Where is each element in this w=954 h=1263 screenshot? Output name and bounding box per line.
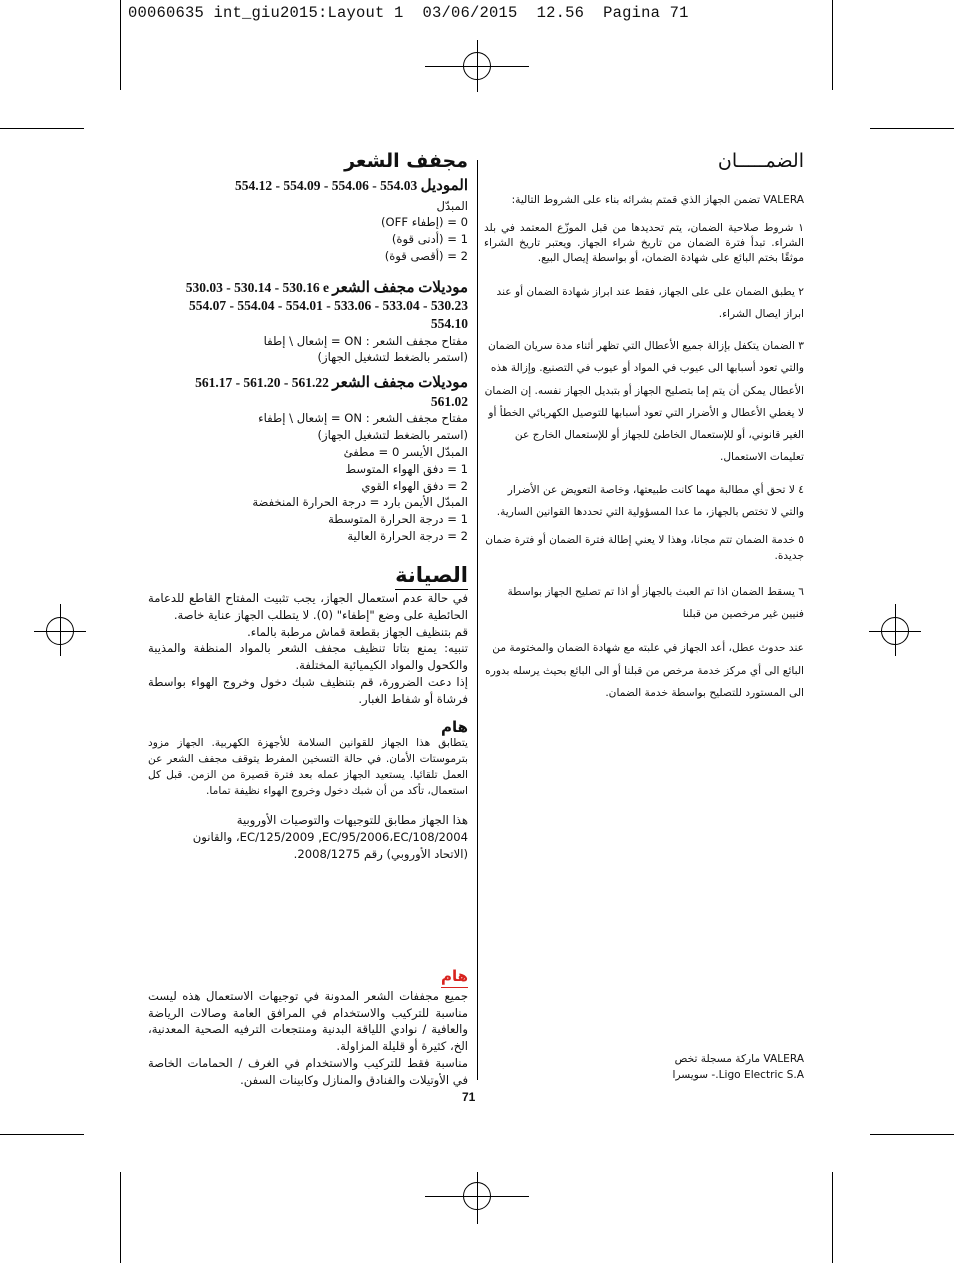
maintenance-text-3: إذا دعت الضرورة، قم بتنظيف شبك دخول وخروج الهواء بواسطة فرشاة أو شفاط الغبار. — [148, 675, 468, 706]
warranty-title: الضمـــــان — [717, 150, 804, 172]
switch-item-2: 2 = (أقصى قوة) — [384, 248, 468, 263]
models2-numbers-2: 554.07 - 554.04 - 554.01 - 533.06 - 533.04 - 530.23 — [189, 298, 468, 314]
warranty-intro: VALERA تضمن الجهاز الذي قمتم بشرائه بناء على الشروط التالية: — [511, 193, 804, 206]
brand-line-2: Ligo Electric S.A.- سويسرا — [672, 1068, 804, 1081]
registration-circle-icon — [46, 617, 74, 645]
switch-item-1: 1 = (أدنى قوة) — [391, 232, 468, 247]
crop-mark — [832, 0, 833, 90]
models3-text-0: مفتاح مجفف الشعر : ON = إشعال \ إطفاء — [258, 411, 468, 426]
switch-label: المبدّل — [436, 198, 468, 213]
important-text-2-0: جميع مجففات الشعر المدونة في توجيهات الاستعمال هذه ليست مناسبة للتركيب والاستخدام في المرافق العامة وصالات الرياضة والعافية / نوادي اللياقة البدنية ومنتجعات الترفيه الصحية المعدنية، الخ، كثيرة أو قليلة المزاولة. — [148, 988, 468, 1054]
hair-dryer-column — [148, 150, 468, 862]
models3-text-6: 1 = درجة الحرارة المتوسطة — [328, 512, 468, 527]
crop-mark — [120, 1172, 121, 1263]
model-label: الموديل — [420, 177, 468, 194]
maintenance-text-0: في حالة عدم استعمال الجهاز، يجب تثبيت المفتاح القاطع للدعامة الحائطية على وضع "إطفاء" (0). لا يتطلب الجهاز عناية خاصة. — [148, 591, 468, 622]
warranty-column — [484, 150, 804, 704]
warranty-item-5: ٥ خدمة الضمان تتم مجانا، وهذا لا يعني إطالة فترة الضمان أو فترة ضمان جديدة. — [485, 534, 804, 562]
maintenance-title: الصيانة — [395, 563, 468, 590]
models3-numbers-2: 561.02 — [430, 393, 468, 409]
page-number: 71 — [462, 1090, 476, 1104]
models3-text-1: (استمر بالضغط لتشغيل الجهاز) — [317, 428, 468, 443]
important-title-2-wrap — [148, 966, 468, 988]
models3-text-4: 2 = دفق الهواء القوي — [361, 478, 468, 493]
maintenance-title-wrap — [148, 563, 468, 590]
crop-mark — [870, 1134, 954, 1135]
compliance-text-1: EC/125/2009 ,EC/95/2006،EC/108/2004، والقانون — [192, 829, 468, 844]
models3-text-5: المبدّل الأيمن بارد = درجة الحرارة المنخفضة — [252, 495, 468, 510]
models2-line — [148, 279, 468, 298]
models3-heading: موديلات مجفف الشعر — [332, 375, 468, 392]
warranty-item-2: ٢ يطبق الضمان على على الجهاز، فقط عند ابراز شهادة الضمان أو عند ابراز ايصال الشراء. — [496, 285, 804, 320]
models2-text-1: مفتاح مجفف الشعر : ON = إشعال \ إطفا — [263, 333, 468, 348]
compliance-text-2: (الاتحاد الأوروبي) رقم 2008/1275. — [293, 846, 468, 861]
crop-mark — [120, 0, 121, 90]
crop-mark — [0, 1134, 84, 1135]
registration-circle-icon — [881, 617, 909, 645]
important-text-2-1: مناسبة فقط للتركيب والاستخدام في الغرف / الحمامات الخاصة في الأوتيلات والفنادق والمنازل وكابينات السفن. — [148, 1055, 468, 1087]
warranty-item-1: ١ شروط صلاحية الضمان، يتم تحديدها من قبل الموزّع المعتمد في بلد الشراء. تبدأ فترة الضمان من تاريخ شراء الجهاز. ويعتبر تاريخ الشراء موثقًا بختم البائع على شهادة الضمان، أو بواسطة إيصال البيع. — [484, 221, 804, 265]
model-numbers: 554.12 - 554.09 - 554.06 - 554.03 — [235, 177, 418, 193]
models2-numbers-3: 554.10 — [430, 316, 468, 332]
maintenance-text-2: تنبيه: يمنع بتاتا تنظيف مجفف الشعر بالمواد المنظفة والمذيبة والكحول والمواد الكيميائية المختلفة. — [148, 641, 468, 673]
maintenance-text-1: قم بتنظيف الجهاز بقطعة قماش مرطبة بالماء. — [247, 624, 468, 639]
brand-line-1: VALERA ماركة مسجلة تخص — [674, 1053, 804, 1065]
warranty-item-3: ٣ الضمان يتكفل بإزالة جميع الأعطال التي تظهر أثناء مدة سريان الضمان والتي تعود أسبابها الى عيوب في المواد أو عيوب في التصنيع. وإزالة هذه الأعطال يمكن أن يتم إما بتصليح الجهاز أو بتبديل الجهاز نفسه. إن الضمان لا يغطي الأعطال و الأضرار التي تعود أسبابها للتوصيل الكهربائي الخطأ أو الغير قانوني، أو للإستعمال الخاطئ للجهاز أو للإستعمال الخارج عن تعليمات الاستعمال. — [484, 340, 804, 464]
warranty-item-4: ٤ لا تحق أي مطالبة مهما كانت طبيعتها، وخاصة التعويض عن الأضرار والتي لا تختص بالجهاز، ما عدا المسؤولية التي تحددها القوانين السارية. — [496, 483, 804, 518]
warranty-closing: عند حدوث عطل، أعد الجهاز في علبته مع شهادة الضمان والمختومة من البائع الى أي مركز خدمة مرخص من قبلنا أو الى البائع بحيث يرسله بدوره الى المستورد للتصليح بواسطة خدمة الضمان. — [485, 642, 804, 699]
hair-dryer-title: مجفف الشعر — [344, 150, 468, 172]
crop-mark — [870, 128, 954, 129]
crop-mark — [832, 1172, 833, 1263]
registration-circle-icon — [463, 1182, 491, 1210]
models3-text-2: المبدّل الأيسر 0 = مطفئ — [343, 445, 468, 460]
models3-numbers-1: 561.17 - 561.20 - 561.22 — [195, 375, 329, 391]
compliance-text-0: هذا الجهاز مطابق للتوجيهات والتوصيات الأوروبية — [236, 812, 468, 827]
warranty-item-6: ٦ يسقط الضمان اذا تم العبث بالجهاز أو اذا تم تصليح الجهاز بواسطة فنيين غير مرخصين من قبلنا — [507, 585, 804, 621]
important-text-1: يتطابق هذا الجهاز للقوانين السلامة للأجهزة الكهربية. الجهاز مزود بترموستات الأمان. في حالة التسخين المفرط يتوقف مجفف الشعر عن العمل تلقائيا. يستعيد الجهاز عمله بعد فترة قصيرة من الزمن. قبل كل استعمال، تأكد من أن شبك دخول وخروج الهواء نظيفة تماما. — [148, 737, 468, 798]
important-notice-2 — [148, 966, 468, 1089]
models3-text-3: 1 = دفق الهواء المتوسط — [345, 461, 468, 476]
brand-notice — [484, 1052, 804, 1084]
crop-mark — [0, 128, 84, 129]
models2-numbers-1: 530.03 - 530.14 - 530.16 e — [185, 279, 329, 295]
models2-text-2: (استمر بالضغط لتشغيل الجهاز) — [317, 350, 468, 365]
registration-circle-icon — [463, 52, 491, 80]
switch-item-0: 0 = (إطفاء OFF) — [381, 215, 468, 230]
important-title-1: هام — [440, 717, 468, 736]
models2-heading: موديلات مجفف الشعر — [332, 279, 468, 296]
models3-line — [148, 374, 468, 393]
model-line — [148, 177, 468, 196]
important-title-2: هام — [441, 967, 468, 988]
column-divider — [477, 160, 478, 1080]
models3-text-7: 2 = درجة الحرارة العالية — [347, 529, 468, 544]
slug-line: 00060635 int_giu2015:Layout 1 03/06/2015 12.56 Pagina 71 — [128, 4, 689, 22]
